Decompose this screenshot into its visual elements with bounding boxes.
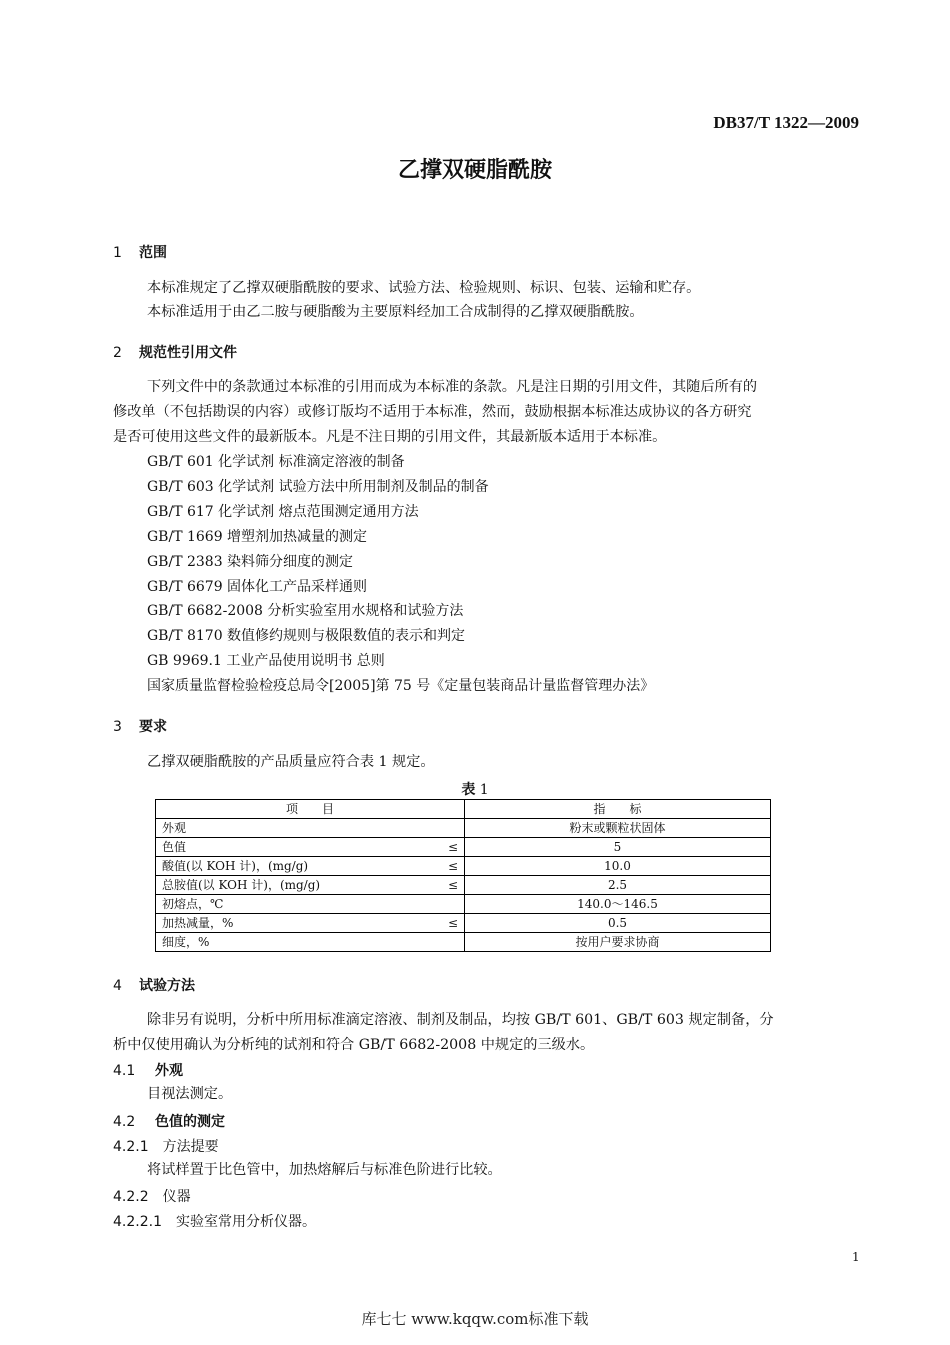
table-caption: 表 1 — [461, 782, 489, 798]
reference-item: GB/T 603 化学试剂 试验方法中所用制剂及制品的制备 — [147, 479, 489, 495]
reference-item: 国家质量监督检验检疫总局令[2005]第 75 号《定量包装商品计量监督管理办法》 — [147, 678, 655, 694]
section-title: 范围 — [139, 245, 167, 261]
document-title: 乙撑双硬脂酰胺 — [397, 158, 552, 183]
page-number: 1 — [852, 1250, 860, 1264]
table-cell-value: 140.0～146.5 — [465, 895, 771, 914]
table-cell-item: 酸值(以 KOH 计)，(mg/g) ≤ — [156, 857, 465, 876]
paragraph: 本标准适用于由乙二胺与硬脂酸为主要原料经加工合成制得的乙撑双硬脂酰胺。 — [147, 304, 644, 320]
paragraph: 下列文件中的条款通过本标准的引用而成为本标准的条款。凡是注日期的引用文件，其随后所有的 — [147, 379, 758, 395]
paragraph: 除非另有说明，分析中所用标准滴定溶液、制剂及制品，均按 GB/T 601、GB/T 603 规定制备，分 — [147, 1012, 774, 1028]
reference-item: GB/T 6679 固体化工产品采样通则 — [147, 579, 368, 595]
table-cell-value: 5 — [465, 838, 771, 857]
section-3-heading — [113, 716, 167, 736]
table-header-cell: 指 标 — [465, 800, 771, 819]
section-title: 试验方法 — [139, 978, 195, 994]
paragraph: 乙撑双硬脂酰胺的产品质量应符合表 1 规定。 — [147, 754, 435, 770]
table-cell-value: 粉末或颗粒状固体 — [465, 819, 771, 838]
section-number: 4 — [113, 978, 122, 994]
paragraph: 修改单（不包括勘误的内容）或修订版均不适用于本标准，然而，鼓励根据本标准达成协议的各方研究 — [113, 404, 752, 420]
table-cell-value: 10.0 — [465, 857, 771, 876]
reference-item: GB 9969.1 工业产品使用说明书 总则 — [147, 653, 385, 669]
table-cell-item: 外观 — [156, 819, 465, 838]
reference-item: GB/T 617 化学试剂 熔点范围测定通用方法 — [147, 504, 419, 520]
subsection-heading: 4.1 外观 — [113, 1063, 183, 1079]
table-cell-value: 按用户要求协商 — [465, 933, 771, 952]
section-title: 规范性引用文件 — [139, 345, 237, 361]
reference-item: GB/T 8170 数值修约规则与极限数值的表示和判定 — [147, 628, 466, 644]
table-row — [156, 933, 771, 952]
table-cell-value: 2.5 — [465, 876, 771, 895]
document-number: DB37/T 1322—2009 — [713, 113, 859, 132]
section-number: 3 — [113, 719, 122, 735]
paragraph: 目视法测定。 — [147, 1086, 233, 1102]
table-row — [156, 857, 771, 876]
table-cell-item: 总胺值(以 KOH 计)，(mg/g) ≤ — [156, 876, 465, 895]
quality-spec-table — [155, 799, 771, 952]
table-row — [156, 819, 771, 838]
table-cell-value: 0.5 — [465, 914, 771, 933]
section-number: 1 — [113, 245, 122, 261]
reference-item: GB/T 601 化学试剂 标准滴定溶液的制备 — [147, 454, 405, 470]
table-row — [156, 895, 771, 914]
section-4-heading — [113, 975, 195, 995]
section-1-heading — [113, 242, 167, 262]
paragraph: 析中仅使用确认为分析纯的试剂和符合 GB/T 6682-2008 中规定的三级水。 — [113, 1037, 595, 1053]
subsection-heading: 4.2.2 仪器 — [113, 1189, 191, 1205]
paragraph: 本标准规定了乙撑双硬脂酰胺的要求、试验方法、检验规则、标识、包装、运输和贮存。 — [147, 280, 701, 296]
table-cell-item: 初熔点，℃ — [156, 895, 465, 914]
section-number: 2 — [113, 345, 122, 361]
paragraph: 是否可使用这些文件的最新版本。凡是不注日期的引用文件，其最新版本适用于本标准。 — [113, 429, 667, 445]
table-header-cell: 项 目 — [156, 800, 465, 819]
table-row — [156, 914, 771, 933]
section-2-heading — [113, 342, 237, 362]
table-row — [156, 838, 771, 857]
paragraph: 将试样置于比色管中，加热熔解后与标准色阶进行比较。 — [147, 1162, 502, 1178]
table-cell-item: 色值 ≤ — [156, 838, 465, 857]
table-header-row — [156, 800, 771, 819]
subsection-heading: 4.2 色值的测定 — [113, 1114, 225, 1130]
reference-item: GB/T 1669 增塑剂加热减量的测定 — [147, 529, 368, 545]
table-cell-item: 细度，% — [156, 933, 465, 952]
subsection-heading: 4.2.1 方法提要 — [113, 1139, 219, 1155]
reference-item: GB/T 2383 染料筛分细度的测定 — [147, 554, 354, 570]
subsection-heading: 4.2.2.1 实验室常用分析仪器。 — [113, 1214, 316, 1230]
section-title: 要求 — [139, 719, 167, 735]
table-row — [156, 876, 771, 895]
table-cell-item: 加热减量，% ≤ — [156, 914, 465, 933]
footer-watermark: 库七七 www.kqqw.com标准下载 — [361, 1310, 589, 1328]
reference-item: GB/T 6682-2008 分析实验室用水规格和试验方法 — [147, 603, 464, 619]
